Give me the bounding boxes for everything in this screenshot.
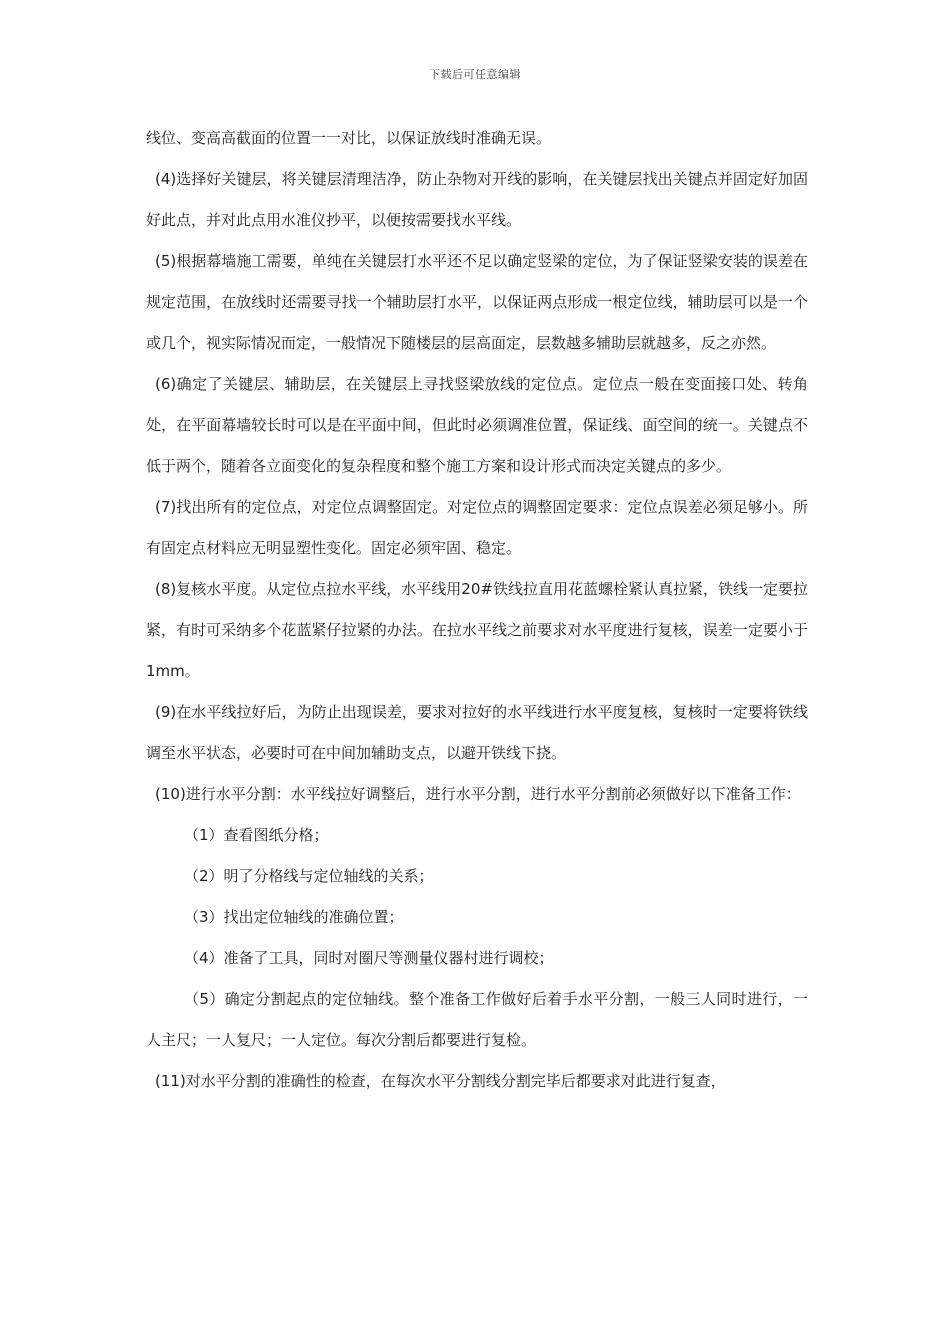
- paragraph-step-7: (7)找出所有的定位点，对定位点调整固定。对定位点的调整固定要求：定位点误差必须足够小。所有固定点材料应无明显塑性变化。固定必须牢固、稳定。: [146, 498, 808, 557]
- paragraph-step-5: (5)根据幕墙施工需要，单纯在关键层打水平还不足以确定竖梁的定位，为了保证竖梁安装的误差在规定范围，在放线时还需要寻找一个辅助层打水平，以保证两点形成一根定位线，辅助层可以是一个或几个，视实际情况而定，一般情况下随楼层的层高面定，层数越多辅助层就越多，反之亦然。: [146, 252, 808, 352]
- paragraph-step-11: (11)对水平分割的准确性的检查，在每次水平分割线分割完毕后都要求对此进行复查，: [155, 1072, 726, 1090]
- list-item-prep-4: （4）准备了工具，同时对圈尺等测量仪器村进行调校；: [184, 949, 554, 967]
- list-item-prep-2: （2）明了分格线与定位轴线的关系；: [184, 867, 434, 885]
- list-item-prep-1: （1）查看图纸分格；: [184, 826, 329, 844]
- list-item-prep-3: （3）找出定位轴线的准确位置；: [184, 908, 404, 926]
- paragraph-step-8: (8)复核水平度。从定位点拉水平线，水平线用20#铁线拉直用花蓝螺栓紧认真拉紧，铁线一定要拉紧，有时可采纳多个花蓝紧仔拉紧的办法。在拉水平线之前要求对水平度进行复核，误差一定要小于1mm。: [146, 580, 808, 680]
- paragraph-step-6: (6)确定了关键层、辅助层，在关键层上寻找竖梁放线的定位点。定位点一般在变面接口处、转角处，在平面幕墙较长时可以是在平面中间，但此时必须调准位置，保证线、面空间的统一。关键点不低于两个，随着各立面变化的复杂程度和整个施工方案和设计形式而决定关键点的多少。: [146, 375, 808, 475]
- paragraph-step-4: (4)选择好关键层，将关键层清理洁净，防止杂物对开线的影响，在关键层找出关键点并固定好加固好此点，并对此点用水准仪抄平，以便按需要找水平线。: [146, 170, 808, 229]
- paragraph-step-10: (10)进行水平分割：水平线拉好调整后，进行水平分割，进行水平分割前必须做好以下准备工作：: [155, 785, 801, 803]
- paragraph-step-9: (9)在水平线拉好后，为防止出现误差，要求对拉好的水平线进行水平度复核，复核时一定要将铁线调至水平状态，必要时可在中间加辅助支点，以避开铁线下挠。: [146, 703, 808, 762]
- document-body: [146, 118, 808, 1102]
- paragraph-continuation: 线位、变高高截面的位置一一对比，以保证放线时准确无误。: [146, 129, 552, 147]
- list-item-prep-5: （5）确定分割起点的定位轴线。整个准备工作做好后着手水平分割，一般三人同时进行，一人主尺；一人复尺；一人定位。每次分割后都要进行复检。: [146, 990, 808, 1049]
- page-header: 下载后可任意编辑: [429, 68, 521, 81]
